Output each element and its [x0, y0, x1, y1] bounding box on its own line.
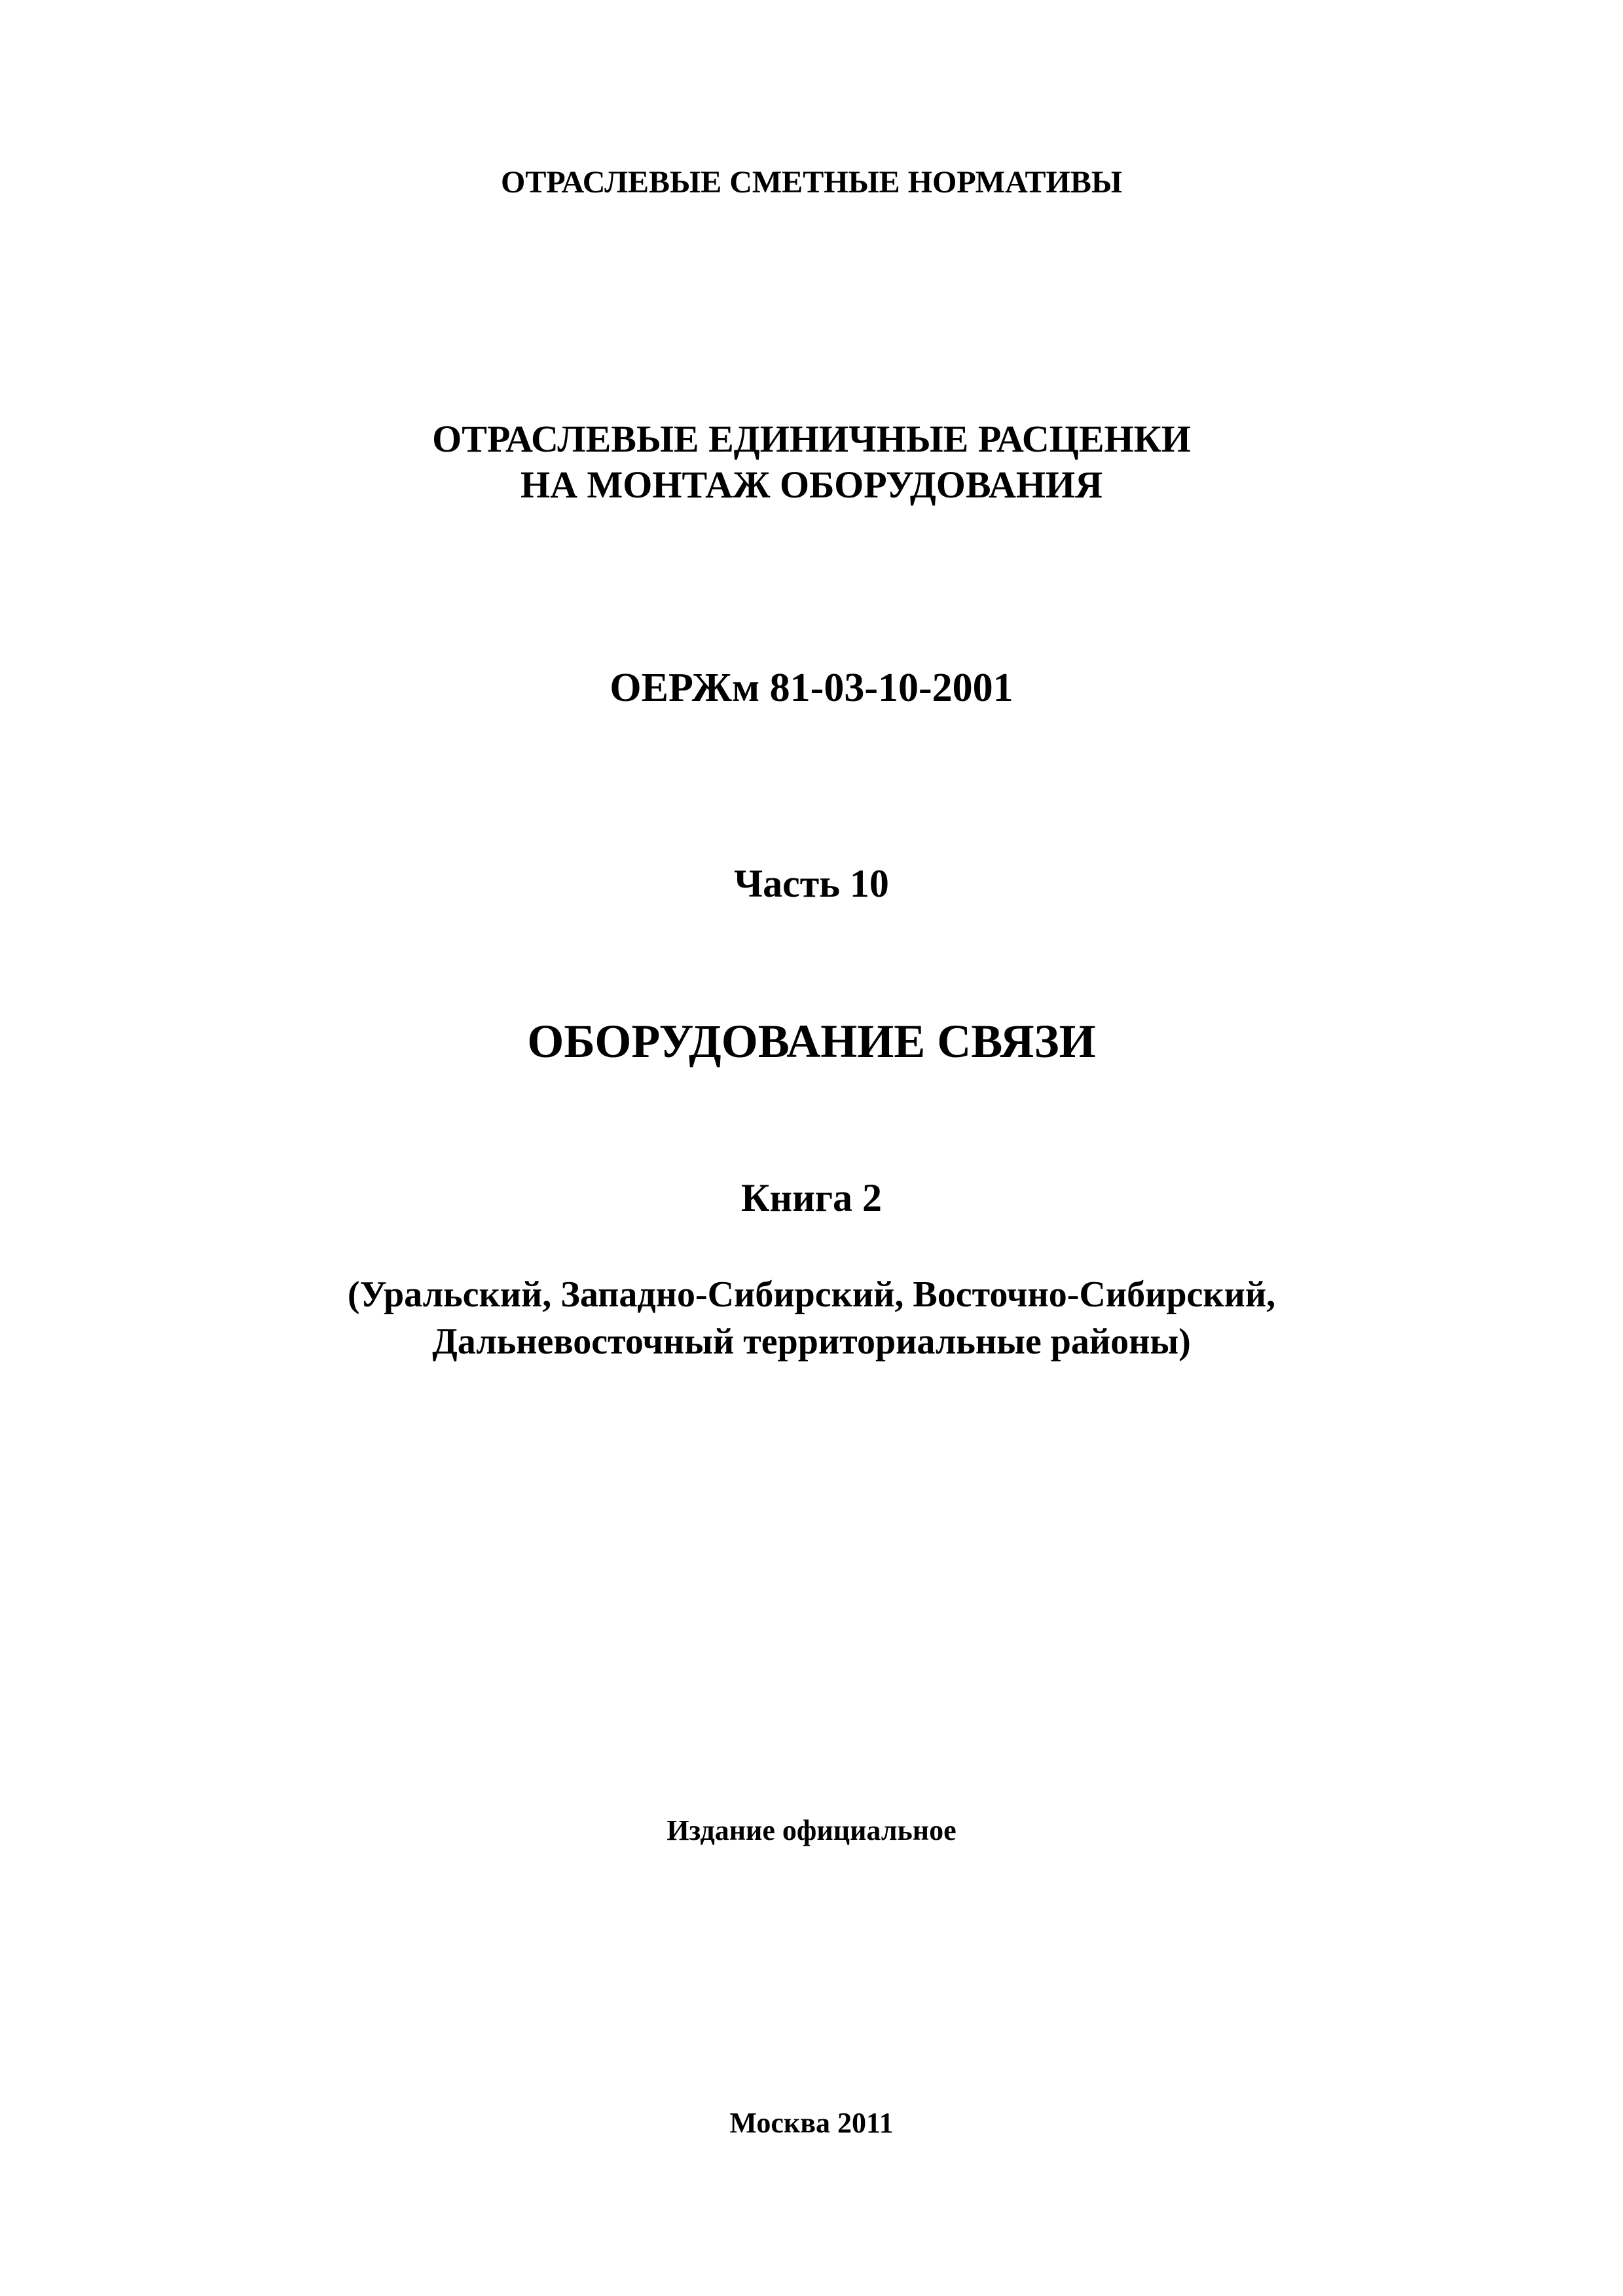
document-section-title: ОБОРУДОВАНИЕ СВЯЗИ: [527, 1015, 1096, 1067]
document-book: Книга 2: [741, 1176, 882, 1219]
document-edition: Издание официальное: [666, 1814, 957, 1846]
document-title-line-2: НА МОНТАЖ ОБОРУДОВАНИЯ: [520, 463, 1103, 506]
document-header: ОТРАСЛЕВЫЕ СМЕТНЫЕ НОРМАТИВЫ: [500, 165, 1123, 200]
document-title-line-1: ОТРАСЛЕВЫЕ ЕДИНИЧНЫЕ РАСЦЕНКИ: [432, 418, 1191, 460]
document-regions-line-1: (Уральский, Западно-Сибирский, Восточно-Сибирский,: [347, 1274, 1276, 1315]
document-code: ОЕРЖм 81-03-10-2001: [610, 666, 1013, 710]
document-regions-line-2: Дальневосточный территориальные районы): [432, 1321, 1191, 1362]
document-part: Часть 10: [734, 862, 889, 905]
document-place-year: Москва 2011: [729, 2107, 894, 2139]
